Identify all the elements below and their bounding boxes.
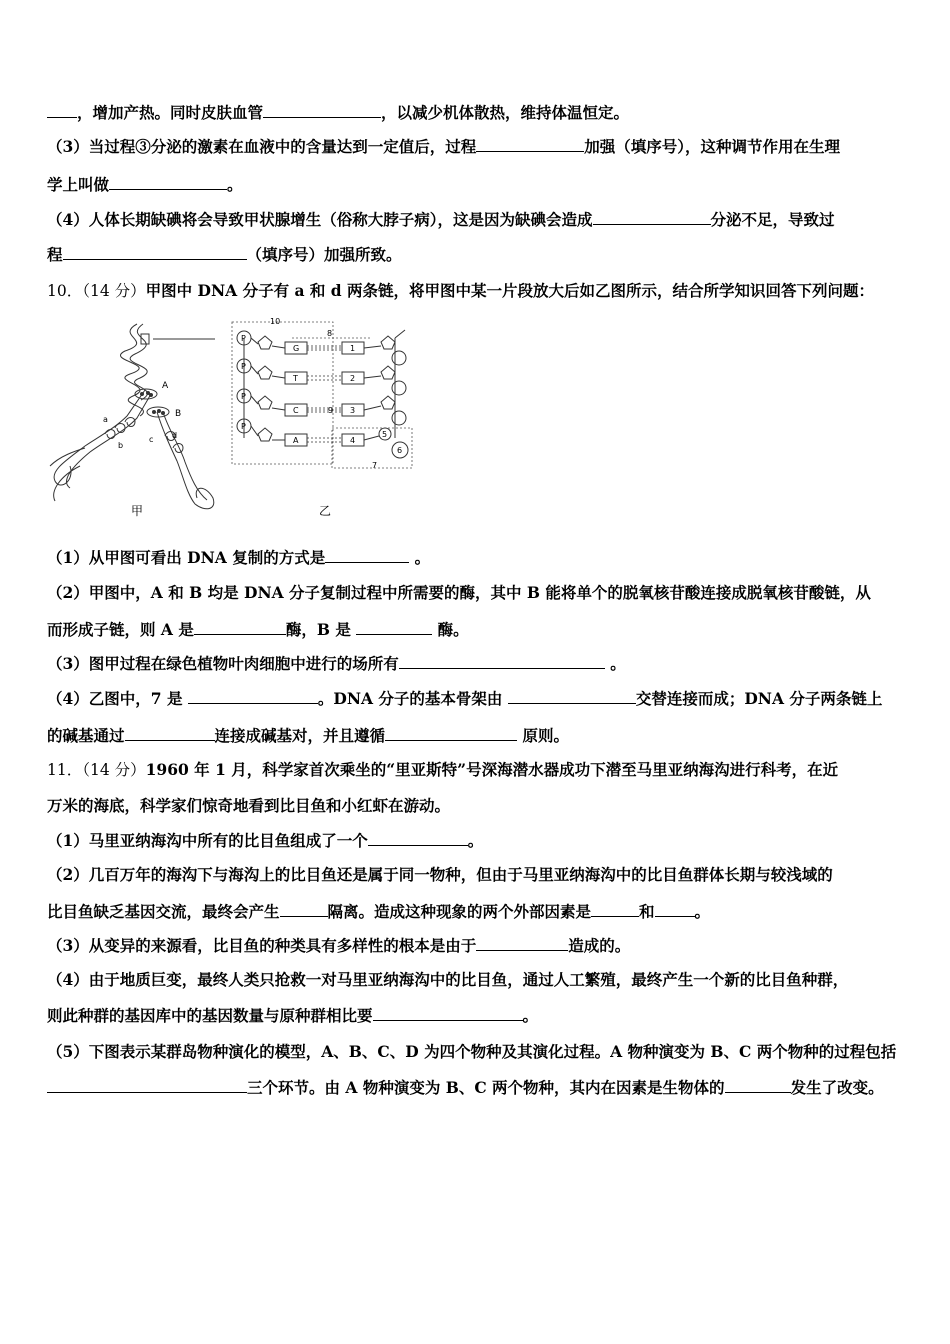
label-7: 7 [372,461,378,470]
text-line [47,831,483,851]
text-fragment: 三个环节。由 A 物种演变为 B、C 两个物种，其内在因素是生物体的 [247,1078,725,1097]
question-number: 11． [47,761,83,779]
phosphate-label: P [241,334,246,343]
text-line [47,902,710,922]
base-left: T [293,374,298,383]
question-score: （14 分） [82,282,146,300]
text-fragment: 原则。 [522,726,569,745]
phosphate-label: P [241,392,246,401]
text-fragment: 而形成子链，则 A 是 [47,620,194,639]
text-line [47,175,243,195]
text-fragment: 。 [610,654,626,673]
text-line [47,1042,896,1062]
text-fragment: （1）马里亚纳海沟中所有的比目鱼组成了一个 [47,831,368,850]
text-fragment: 发生了改变。 [790,1078,884,1097]
text-fragment: （3）图甲过程在绿色植物叶肉细胞中进行的场所有 [47,654,399,673]
text-fragment: （4）乙图中，7 是 [47,689,183,708]
label-B: B [175,409,182,419]
text-fragment: 连接成碱基对，并且遵循 [214,726,386,745]
label-a: a [103,415,108,424]
label-8: 8 [327,329,333,338]
answer-blank[interactable] [725,1078,791,1093]
text-fragment: 酶，B 是 [285,620,351,639]
answer-blank[interactable] [593,210,711,225]
question-11-header [47,760,838,780]
text-line [47,726,569,746]
text-fragment: （3）从变异的来源看，比目鱼的种类具有多样性的根本是由于 [47,936,477,955]
answer-blank[interactable] [194,620,286,635]
text-fragment: 。 [414,548,431,567]
label-b: b [118,441,124,450]
answer-blank[interactable] [188,689,318,704]
text-line [47,210,835,230]
base-left: C [293,406,299,415]
text-fragment: 比目鱼缺乏基因交流，最终会产生 [47,902,280,921]
answer-blank[interactable] [508,689,636,704]
text-fragment: 学上叫做 [47,175,110,194]
text-fragment: 则此种群的基因库中的基因数量与原种群相比要 [47,1006,373,1025]
label-10: 10 [270,317,281,326]
text-line [47,103,629,123]
answer-blank[interactable] [356,620,432,635]
label-d: d [172,431,178,440]
text-line [47,548,430,568]
text-line [47,796,450,816]
answer-blank[interactable] [476,137,584,152]
text-fragment: 酶。 [437,620,469,639]
label-9: 9 [328,406,334,415]
text-fragment: ，以减少机体散热，维持体温恒定。 [381,103,630,122]
base-right: 4 [350,436,356,445]
text-fragment: 分泌不足，导致过 [710,210,835,229]
base-left: A [293,436,299,445]
text-line [47,583,871,603]
label-A: A [162,381,169,391]
question-score: （14 分） [82,761,146,779]
text-fragment: 造成的。 [568,936,631,955]
text-fragment: （填序号）加强所致。 [246,245,402,264]
text-fragment: 。 [522,1006,539,1025]
text-fragment: 隔离。造成这种现象的两个外部因素是 [327,902,592,921]
answer-blank[interactable] [399,654,605,669]
box-10 [232,322,333,464]
dna-replication-figure [45,316,425,526]
dna-diagram [45,316,425,526]
answer-blank[interactable] [655,902,695,917]
answer-blank[interactable] [591,902,639,917]
text-fragment: （5）下图表示某群岛物种演化的模型，A、B、C、D 为四个物种及其演化过程。A 物种演变为 B、C 两个物种的过程包括 [47,1042,897,1061]
text-fragment: （3）当过程③分泌的激素在血液中的含量达到一定值后，过程 [47,137,477,156]
answer-blank[interactable] [263,103,381,118]
text-fragment: 。 [467,831,484,850]
answer-blank[interactable] [63,245,247,260]
text-line [47,654,626,674]
text-fragment: 加强（填序号），这种调节作用在生理 [584,137,841,156]
answer-blank[interactable] [109,175,227,190]
question-10-header [47,281,874,301]
text-line [47,1006,538,1026]
base-right: 3 [350,406,356,415]
text-line [47,245,402,265]
label-c: c [149,435,154,444]
text-fragment: 交替连接而成；DNA 分子两条链上 [635,689,883,708]
figure-caption-jia: 甲 [131,504,144,518]
answer-blank[interactable] [47,103,77,118]
base-left: G [293,344,300,353]
text-fragment: （1）从甲图可看出 DNA 复制的方式是 [47,548,326,567]
text-fragment: （2）甲图中，A 和 B 均是 DNA 分子复制过程中所需要的酶，其中 B 能将单个的脱氧核苷酸连接成脱氧核苷酸链，从 [47,583,871,602]
text-line [47,137,840,157]
phosphate-label: P [241,362,246,371]
label-5: 5 [382,430,388,439]
answer-blank[interactable] [280,902,328,917]
text-fragment: ，增加产热。同时皮肤血管 [77,103,264,122]
text-fragment: 。DNA 分子的基本骨架由 [317,689,503,708]
answer-blank[interactable] [125,726,215,741]
text-line [47,689,882,709]
text-fragment: 的碱基通过 [47,726,125,745]
text-line [47,970,848,990]
text-fragment: （4）人体长期缺碘将会导致甲状腺增生（俗称大脖子病），这是因为缺碘会造成 [47,210,593,229]
answer-blank[interactable] [368,831,468,846]
text-fragment: 。 [694,902,711,921]
answer-blank[interactable] [476,936,568,951]
answer-blank[interactable] [47,1078,247,1093]
phosphate-label: P [241,422,246,431]
text-fragment: 和 [639,902,655,921]
base-right: 1 [350,344,356,353]
text-fragment: （4）由于地质巨变，最终人类只抢救一对马里亚纳海沟中的比目鱼，通过人工繁殖，最终产生一个新的比目鱼种群， [47,970,849,989]
text-fragment: （2）几百万年的海沟下与海沟上的比目鱼还是属于同一物种，但由于马里亚纳海沟中的比目鱼群体长期与较浅域的 [47,865,833,884]
question-text: 1960 年 1 月，科学家首次乘坐的“里亚斯特”号深海潜水器成功下潜至马里亚纳海沟进行科考，在近 [145,760,839,779]
text-fragment: 万米的海底，科学家们惊奇地看到比目鱼和小红虾在游动。 [47,796,451,815]
text-line [47,865,833,885]
base-right: 2 [350,374,356,383]
text-line [47,1078,884,1098]
answer-blank[interactable] [385,726,517,741]
answer-blank[interactable] [373,1006,523,1021]
text-line [47,936,630,956]
text-line [47,620,469,640]
answer-blank[interactable] [325,548,409,563]
question-number: 10． [47,282,83,300]
label-6: 6 [397,446,403,455]
figure-caption-yi: 乙 [319,504,332,518]
question-text: 甲图中 DNA 分子有 a 和 d 两条链，将甲图中某一片段放大后如乙图所示，结合所学知识回答下列问题： [145,281,875,300]
text-fragment: 程 [47,245,63,264]
text-fragment: 。 [227,175,243,194]
